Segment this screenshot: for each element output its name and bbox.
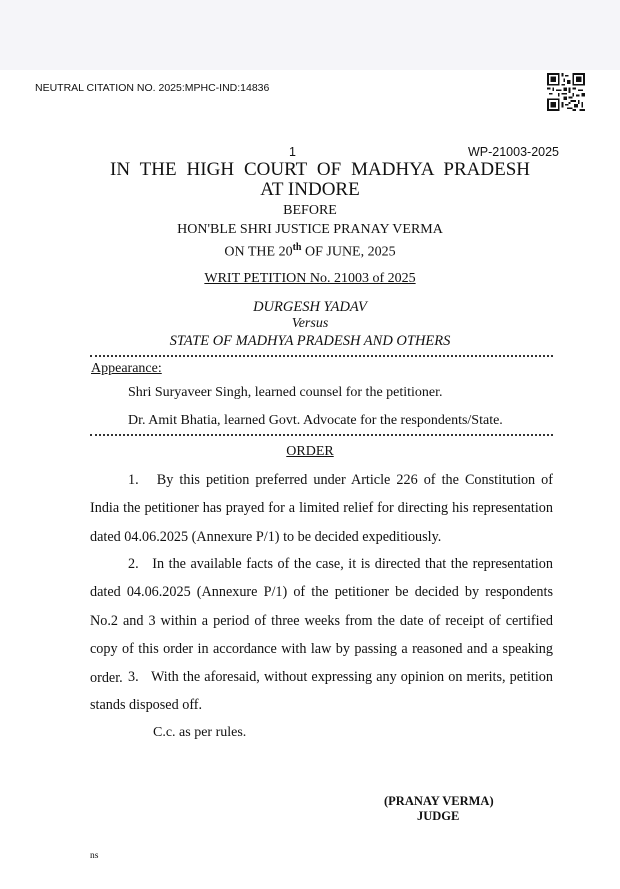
dotted-divider-top (90, 355, 553, 357)
typist-initials: ns (90, 851, 99, 861)
dotted-divider-bottom (90, 434, 553, 436)
respondent-name: STATE OF MADHYA PRADESH AND OTHERS (169, 333, 451, 349)
versus-label: Versus (291, 316, 329, 331)
petitioner-counsel: Shri Suryaveer Singh, learned counsel for the petitioner. (128, 385, 443, 400)
order-paragraph-2: 2. In the available facts of the case, it is directed that the representation dated 04.06.2025 (Annexure P/1) of the petitioner be decided by respondents No.2 and 3 within a period of three weeks from the date of receipt of certified copy of this order in accordance with law by passing a reasoned and a speaking order. (90, 556, 553, 686)
case-reference: WP-21003-2025 (467, 145, 559, 159)
judge-signature-name: (PRANAY VERMA) (384, 794, 494, 808)
paragraph-number: 1. (128, 472, 139, 488)
viewer-top-band (0, 0, 620, 70)
copy-instruction: C.c. as per rules. (153, 725, 247, 740)
court-title-line2: AT INDORE (260, 179, 360, 200)
order-paragraph-3: 3. With the aforesaid, without expressing any opinion on merits, petition stands disposed off. (90, 669, 553, 714)
writ-petition-title: WRIT PETITION No. 21003 of 2025 (204, 271, 416, 286)
page-number: 1 (289, 145, 296, 159)
court-title-line1: IN THE HIGH COURT OF MADHYA PRADESH (110, 159, 530, 180)
order-paragraph-1: 1. By this petition preferred under Article 226 of the Constitution of India the petitioner has prayed for a limited relief for directing his representation dated 04.06.2025 (Annexure P/1) to be decided expeditiously. (90, 472, 554, 545)
respondent-counsel: Dr. Amit Bhatia, learned Govt. Advocate for the respondents/State. (128, 413, 503, 428)
order-date: ON THE 20th OF JUNE, 2025 (224, 242, 396, 260)
justice-name: HON'BLE SHRI JUSTICE PRANAY VERMA (177, 222, 443, 237)
paragraph-number: 2. (128, 556, 139, 572)
qr-code-icon (547, 73, 585, 111)
neutral-citation: NEUTRAL CITATION NO. 2025:MPHC-IND:14836 (35, 82, 270, 94)
appearance-heading: Appearance: (91, 361, 162, 376)
petitioner-name: DURGESH YADAV (253, 299, 367, 315)
order-heading: ORDER (286, 444, 334, 459)
judge-signature-title: JUDGE (417, 809, 460, 823)
paragraph-number: 3. (128, 669, 139, 685)
before-label: BEFORE (283, 203, 337, 218)
